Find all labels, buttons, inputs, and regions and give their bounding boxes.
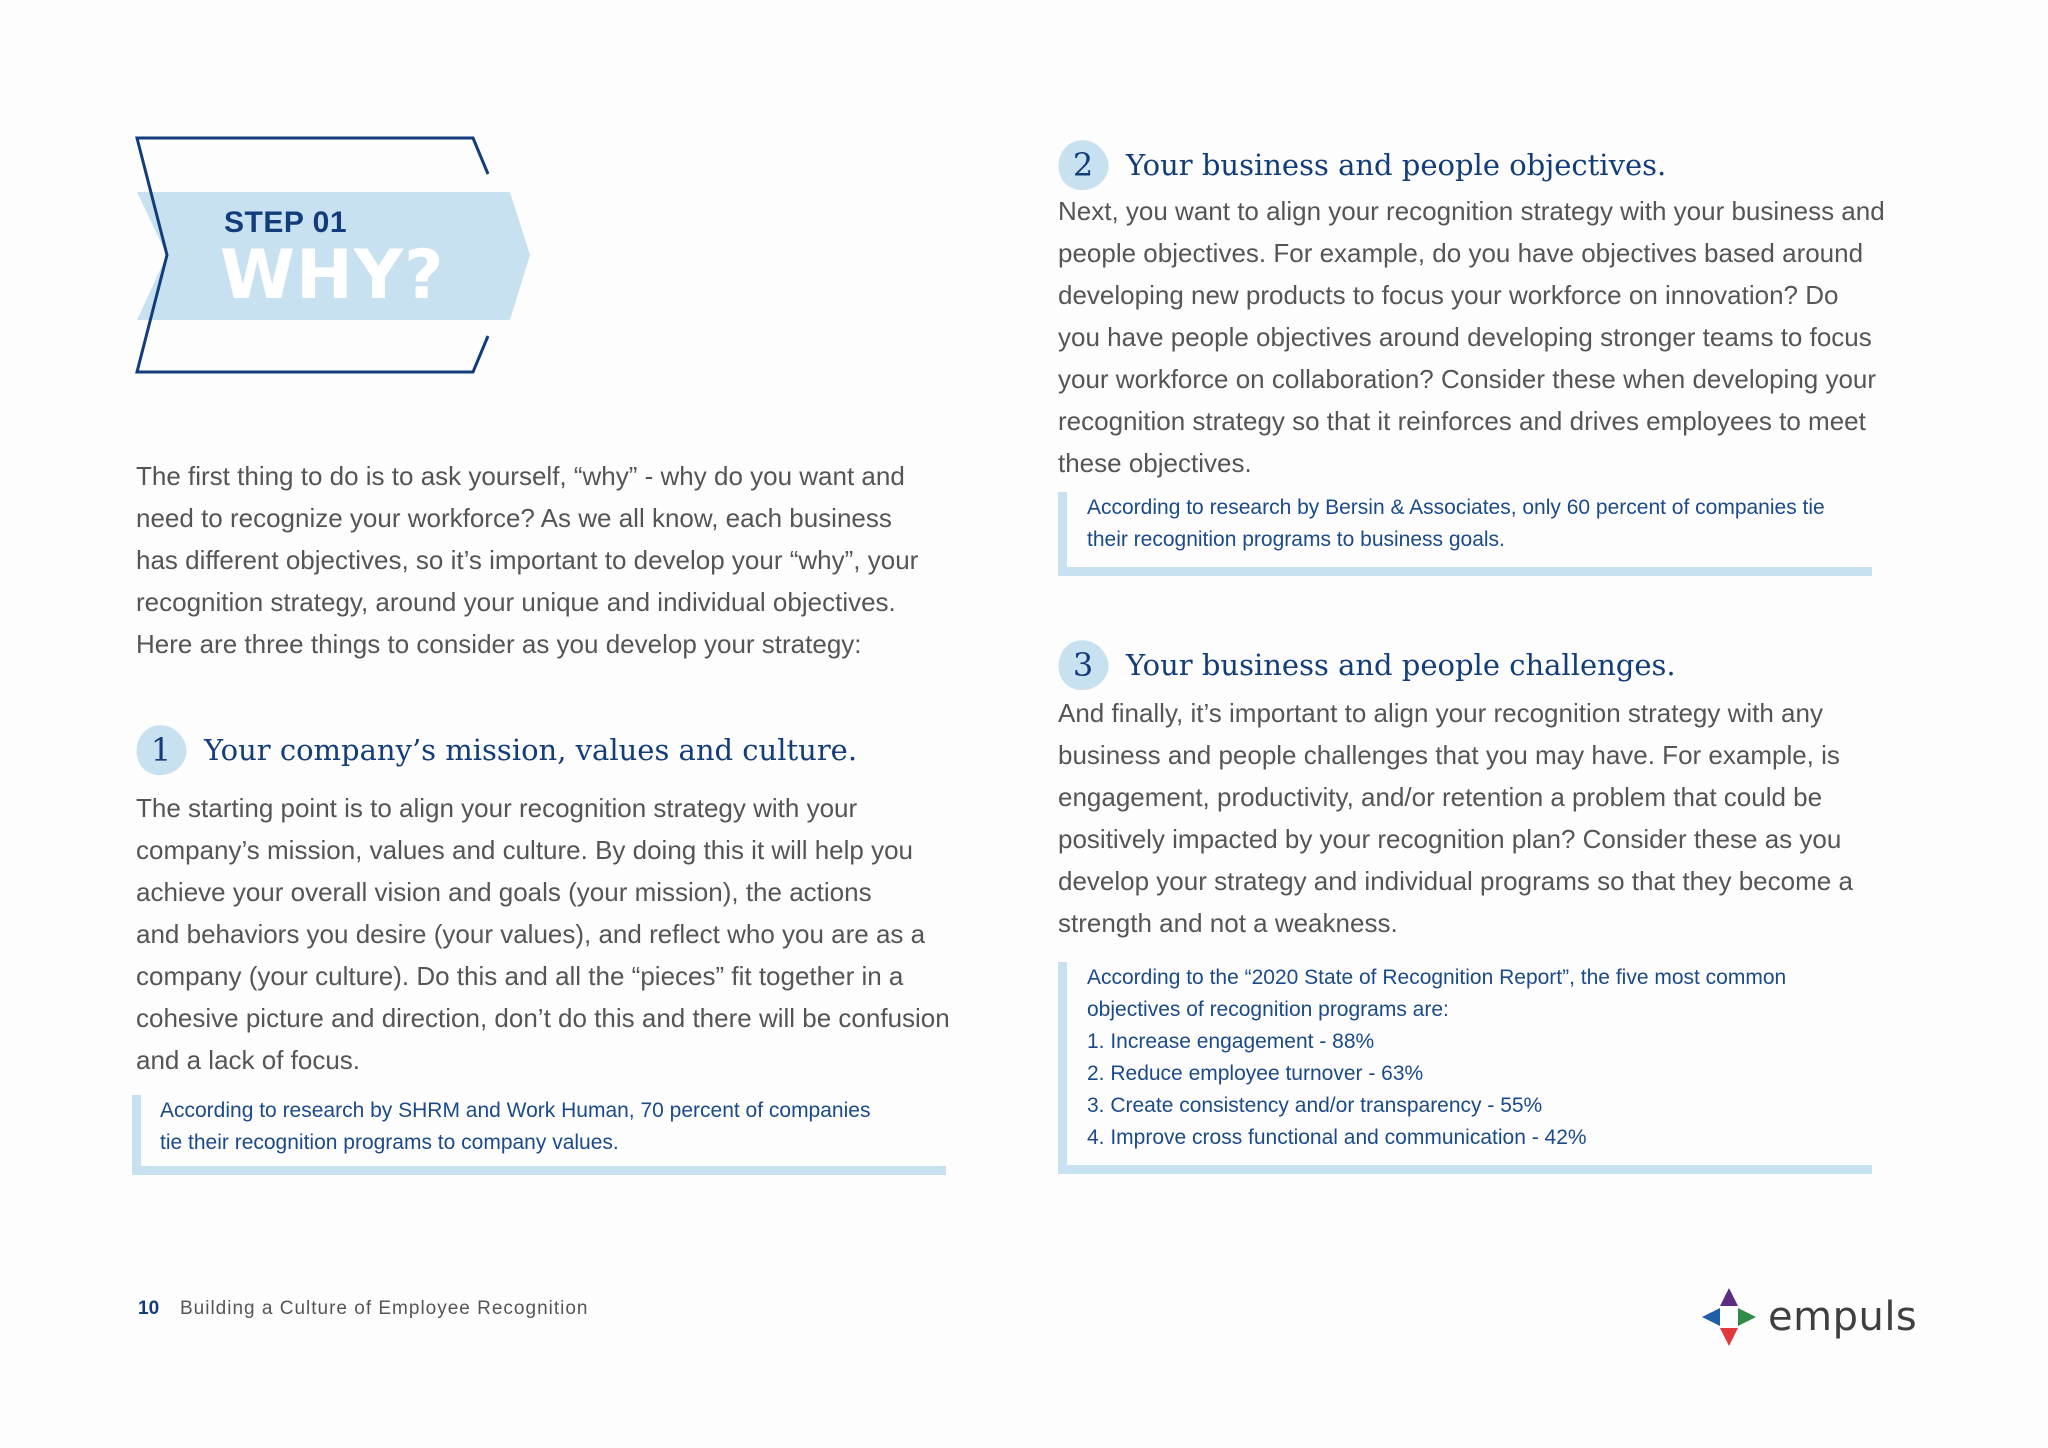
callout-list-item: 4. Improve cross functional and communication - 42% [1087,1126,1587,1149]
body-line: engagement, productivity, and/or retention a problem that could be [1058,782,1823,812]
logo-wordmark: empuls [1768,1294,1918,1340]
empuls-logo [1698,1284,1917,1350]
section-number: 3 [1072,646,1094,684]
intro-line: Here are three things to consider as you develop your strategy: [136,629,862,659]
body-line: you have people objectives around developing stronger teams to focus [1058,322,1872,352]
section-2-callout [1058,492,1872,576]
section-2-heading [1058,140,1666,190]
section-3-heading [1058,640,1676,690]
body-line: your workforce on collaboration? Consider these when developing your [1058,364,1877,394]
body-line: Next, you want to align your recognition strategy with your business and [1058,196,1885,226]
body-line: strength and not a weakness. [1058,908,1398,938]
intro-line: need to recognize your workforce? As we all know, each business [136,503,892,533]
section-1-heading [136,725,857,775]
step-title: WHY? [220,236,445,315]
footer-title: Building a Culture of Employee Recognition [180,1298,589,1319]
body-line: company’s mission, values and culture. By doing this it will help you [136,835,914,865]
callout-line: According to research by SHRM and Work Human, 70 percent of companies [160,1099,871,1122]
intro-paragraph [136,455,996,665]
body-line: company (your culture). Do this and all the “pieces” fit together in a [136,961,904,991]
section-1-body [136,787,1006,1081]
section-title: Your company’s mission, values and culture. [204,733,858,767]
number-badge [136,725,190,775]
section-2-body [1058,190,1958,484]
number-badge [1058,140,1112,190]
body-line: these objectives. [1058,448,1252,478]
section-title: Your business and people objectives. [1126,148,1667,182]
intro-line: The first thing to do is to ask yourself, “why” - why do you want and [136,461,905,491]
number-badge [1058,640,1112,690]
section-3-callout [1058,962,1872,1174]
callout-list-item: 2. Reduce employee turnover - 63% [1087,1062,1424,1085]
logo-mark-icon [1698,1284,1760,1350]
section-number: 2 [1072,146,1094,184]
callout-list-item: 3. Create consistency and/or transparency - 55% [1087,1094,1543,1117]
body-line: achieve your overall vision and goals (your mission), the actions [136,877,872,907]
body-line: positively impacted by your recognition plan? Consider these as you [1058,824,1842,854]
page-number: 10 [138,1298,160,1319]
body-line: develop your strategy and individual programs so that they become a [1058,866,1853,896]
section-3-body [1058,692,1958,944]
section-title: Your business and people challenges. [1126,648,1676,682]
callout-line: tie their recognition programs to company values. [160,1131,619,1154]
body-line: And finally, it’s important to align your recognition strategy with any [1058,698,1823,728]
callout-line: According to research by Bersin & Associates, only 60 percent of companies tie [1087,496,1825,519]
body-line: The starting point is to align your recognition strategy with your [136,793,858,823]
body-line: developing new products to focus your workforce on innovation? Do [1058,280,1839,310]
callout-line: According to the “2020 State of Recognition Report”, the five most common [1087,966,1787,989]
section-number: 1 [150,731,172,769]
callout-line: objectives of recognition programs are: [1087,998,1449,1021]
callout-line: their recognition programs to business goals. [1087,528,1505,551]
intro-line: has different objectives, so it’s important to develop your “why”, your [136,545,919,575]
callout-list-item: 1. Increase engagement - 88% [1087,1030,1375,1053]
body-line: and behaviors you desire (your values), and reflect who you are as a [136,919,926,949]
step-label: STEP 01 [224,206,348,239]
section-1-callout [132,1095,946,1175]
body-line: people objectives. For example, do you have objectives based around [1058,238,1864,268]
body-line: cohesive picture and direction, don’t do this and there will be confusion [136,1003,950,1033]
body-line: and a lack of focus. [136,1045,361,1075]
body-line: business and people challenges that you may have. For example, is [1058,740,1840,770]
intro-line: recognition strategy, around your unique and individual objectives. [136,587,896,617]
body-line: recognition strategy so that it reinforces and drives employees to meet [1058,406,1866,436]
